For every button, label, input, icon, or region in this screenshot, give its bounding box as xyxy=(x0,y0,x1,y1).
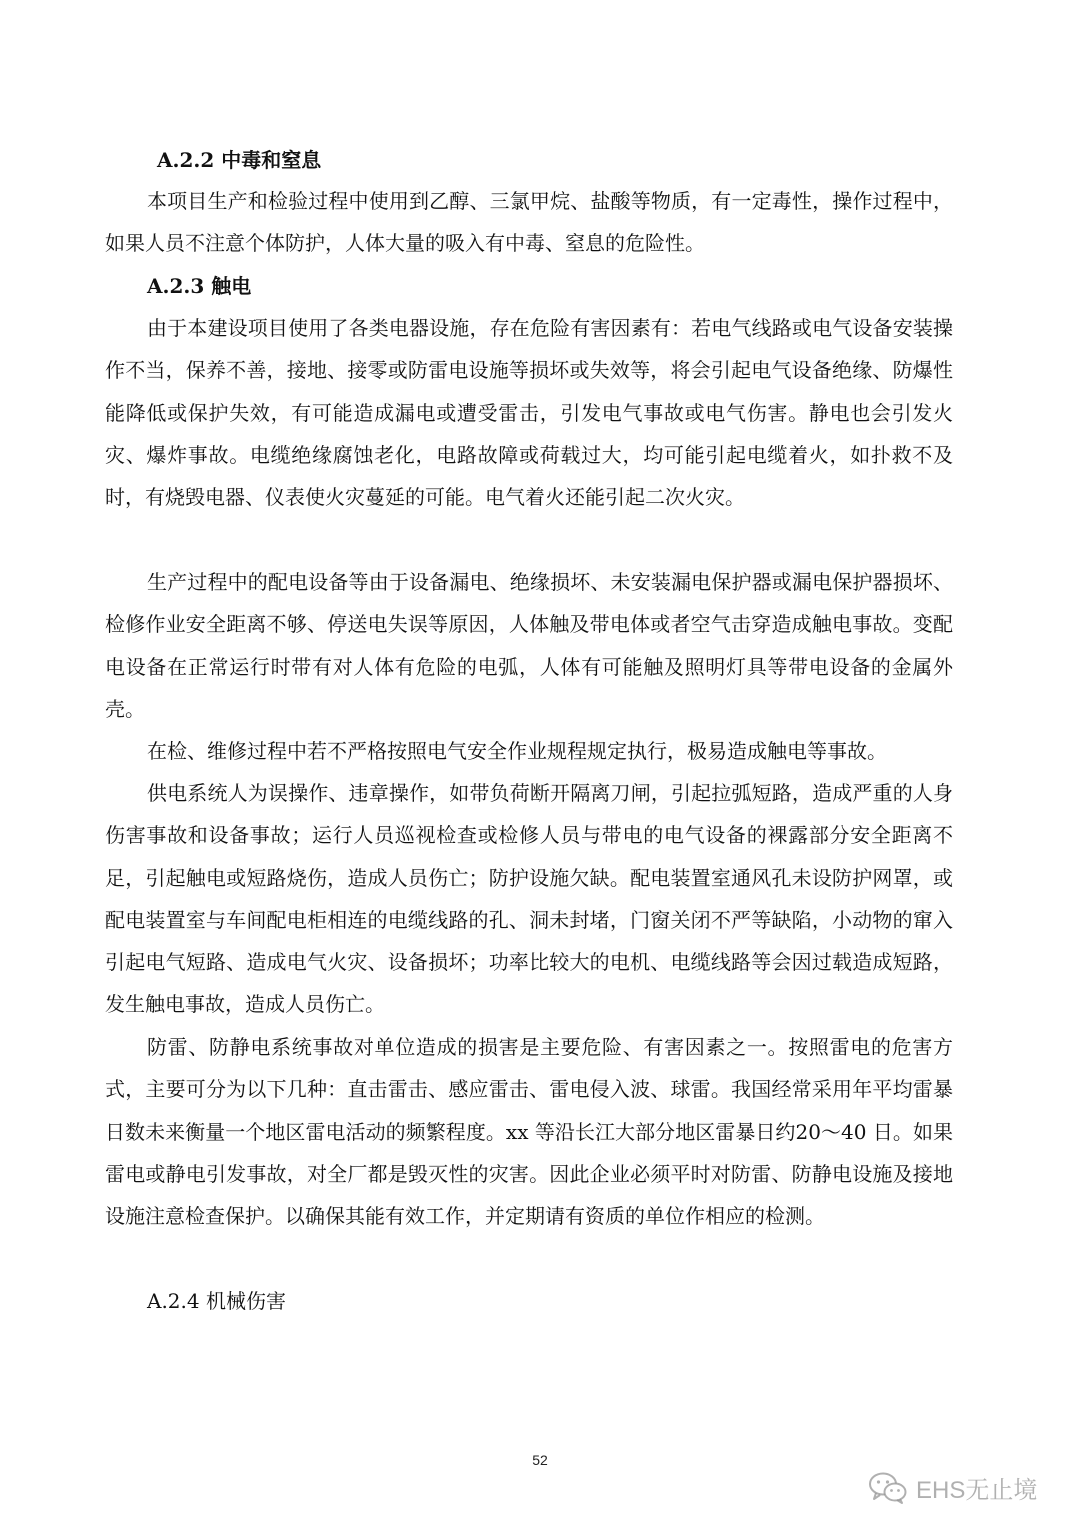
paragraph-distribution-equipment: 生产过程中的配电设备等由于设备漏电、绝缘损坏、未安装漏电保护器或漏电保护器损坏、检修作业安全距离不够、停送电失误等原因，人体触及带电体或者空气击穿造成触电事故。变配电设备在正常运行时带有对人体有危险的电弧，人体有可能触及照明灯具等带电设备的金属外壳。 xyxy=(105,570,953,721)
paragraph-electric-hazards: 由于本建设项目使用了各类电器设施，存在危险有害因素有：若电气线路或电气设备安装操作不当，保养不善，接地、接零或防雷电设施等损坏或失效等，将会引起电气设备绝缘、防爆性能降低或保护失效，有可能造成漏电或遭受雷击，引发电气事故或电气伤害。静电也会引发火灾、爆炸事故。电缆绝缘腐蚀老化，电路故障或荷载过大，均可能引起电缆着火，如扑救不及时，有烧毁电器、仪表使火灾蔓延的可能。电气着火还能引起二次火灾。 xyxy=(105,316,953,510)
wechat-icon xyxy=(868,1471,908,1505)
section-heading-a-2-4: A.2.4 机械伤害 xyxy=(147,1289,286,1313)
section-heading-a-2-2: A.2.2 中毒和窒息 xyxy=(157,148,322,172)
paragraph-poisoning: 本项目生产和检验过程中使用到乙醇、三氯甲烷、盐酸等物质，有一定毒性，操作过程中，如果人员不注意个体防护，人体大量的吸入有中毒、窒息的危险性。 xyxy=(105,189,953,256)
section-heading-a-2-3: A.2.3 触电 xyxy=(147,274,252,298)
paragraph-lightning: 防雷、防静电系统事故对单位造成的损害是主要危险、有害因素之一。按照雷电的危害方式，主要可分为以下几种：直击雷击、感应雷击、雷电侵入波、球雷。我国经常采用年平均雷暴日数未来衡量一个地区雷电活动的频繁程度。xx 等沿长江大部分地区雷暴日约20～40 日。如果雷电或静电引发事故，对全厂都是毁灭性的灾害。因此企业必须平时对防雷、防静电设施及接地设施注意检查保护。以确保其能有效工作，并定期请有资质的单位作相应的检测。 xyxy=(105,1035,953,1229)
watermark xyxy=(868,1470,1037,1505)
page-number: 52 xyxy=(532,1452,548,1468)
paragraph-power-supply: 供电系统人为误操作、违章操作，如带负荷断开隔离刀闸，引起拉弧短路，造成严重的人身伤害事故和设备事故；运行人员巡视检查或检修人员与带电的电气设备的裸露部分安全距离不足，引起触电或短路烧伤，造成人员伤亡；防护设施欠缺。配电装置室通风孔未设防护网罩，或配电装置室与车间配电柜相连的电缆线路的孔、洞未封堵，门窗关闭不严等缺陷，小动物的窜入引起电气短路、造成电气火灾、设备损坏；功率比较大的电机、电缆线路等会因过载造成短路，发生触电事故，造成人员伤亡。 xyxy=(105,781,953,1017)
paragraph-maintenance: 在检、维修过程中若不严格按照电气安全作业规程规定执行，极易造成触电等事故。 xyxy=(147,739,887,763)
watermark-text: EHS无止境 xyxy=(916,1477,1038,1504)
